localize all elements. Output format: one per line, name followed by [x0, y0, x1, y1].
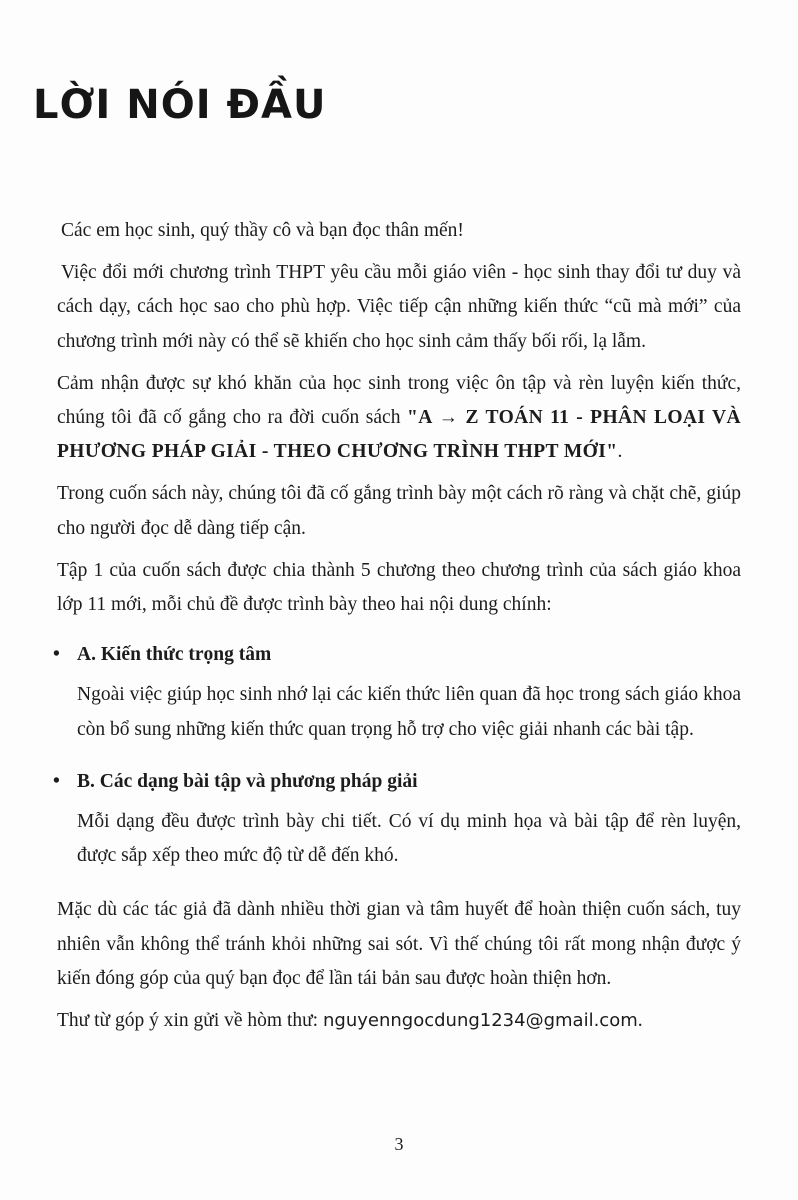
section-b-text — [77, 805, 741, 873]
bullet-dot: • — [53, 644, 60, 666]
closing-paragraph — [57, 893, 741, 996]
greeting-paragraph — [57, 214, 741, 248]
section-b-heading-text: B. Các dạng bài tập và phương pháp giải — [77, 770, 418, 792]
purpose-end: . — [617, 441, 623, 463]
section-b-heading — [53, 765, 741, 799]
presentation-text: Trong cuốn sách này, chúng tôi đã cố gắng trình bày một cách rõ ràng và chặt chẽ, giúp cho người đọc dễ dàng tiếp cận. — [57, 483, 741, 539]
contact-paragraph — [57, 1004, 741, 1038]
contact-text: Thư từ góp ý xin gửi về hòm thư: — [57, 1010, 323, 1032]
section-a-heading — [53, 638, 741, 672]
presentation-paragraph — [57, 477, 741, 545]
structure-text: Tập 1 của cuốn sách được chia thành 5 chương theo chương trình của sách giáo khoa lớp 11 mới, mỗi chủ đề được trình bày theo hai nội dung chính: — [57, 559, 741, 616]
page-title: LỜI NÓI ĐẦU — [33, 82, 327, 128]
intro-text: Việc đổi mới chương trình THPT yêu cầu mỗi giáo viên - học sinh thay đổi tư duy và cách dạy, cách học sao cho phù hợp. Việc tiếp cận những kiến thức “cũ mà mới” của chương trình mới này có thể sẽ khiến cho học sinh cảm thấy bối rối, lạ lẫm. — [57, 262, 741, 352]
greeting-text: Các em học sinh, quý thầy cô và bạn đọc thân mến! — [61, 220, 464, 241]
document-body — [53, 214, 741, 1046]
section-a-body: Ngoài việc giúp học sinh nhớ lại các kiến thức liên quan đã học trong sách giáo khoa còn bổ sung những kiến thức quan trọng hỗ trợ cho việc giải nhanh các bài tập. — [77, 684, 741, 740]
intro-paragraph — [57, 256, 741, 359]
purpose-paragraph — [57, 367, 741, 470]
section-a-text — [77, 678, 741, 746]
structure-paragraph — [57, 554, 741, 622]
closing-text: Mặc dù các tác giả đã dành nhiều thời gian và tâm huyết để hoàn thiện cuốn sách, tuy nhiên vẫn không thể tránh khỏi những sai sót. Vì thế chúng tôi rất mong nhận được ý kiến đóng góp của quý bạn đọc để lần tái bản sau được hoàn thiện hơn. — [57, 899, 741, 989]
purpose-text: Cảm nhận được sự khó khăn của học sinh trong việc ôn tập và rèn luyện kiến thức, chúng tôi đã cố gắng cho ra đời cuốn sách — [57, 372, 741, 429]
section-a-heading-text: A. Kiến thức trọng tâm — [77, 644, 272, 666]
contact-end: . — [637, 1010, 643, 1032]
section-b-body: Mỗi dạng đều được trình bày chi tiết. Có ví dụ minh họa và bài tập để rèn luyện, được sắp xếp theo mức độ từ dễ đến khó. — [77, 811, 741, 867]
book-title: "A → Z TOÁN 11 - PHÂN LOẠI VÀ PHƯƠNG PHÁP GIẢI - THEO CHƯƠNG TRÌNH THPT MỚI" — [57, 407, 741, 463]
contact-email: nguyenngocdung1234@gmail.com — [322, 1010, 638, 1032]
bullet-dot: • — [53, 770, 60, 792]
page-number: 3 — [394, 1134, 404, 1154]
